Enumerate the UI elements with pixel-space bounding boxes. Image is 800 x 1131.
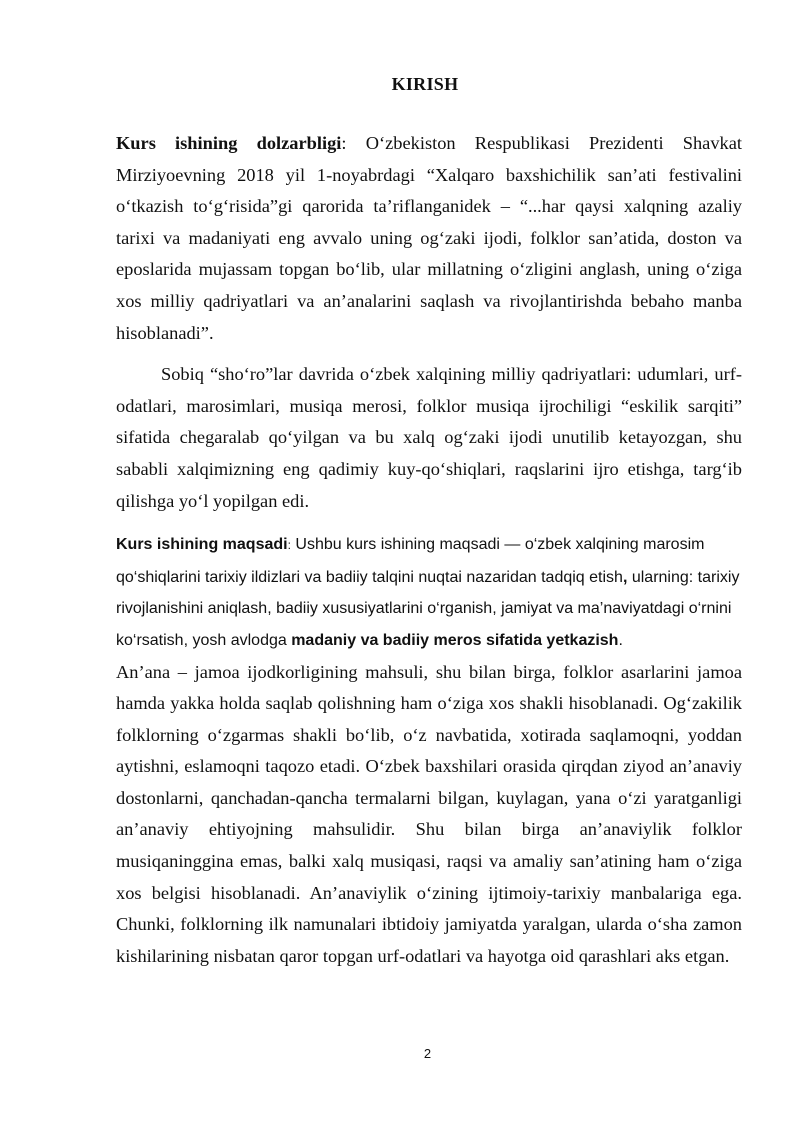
aim-bold-end: madaniy va badiiy meros sifatida yetkazish [291, 631, 619, 649]
page-number: 2 [423, 1046, 432, 1061]
aim-text-2: ularning: tarixiy rivojlanishini aniqlash, badiiy xususiyatlarini o‘rganish, jamiyat va ma’naviyatdagi o‘rnini ko‘rsatish, yosh avlodga [116, 568, 740, 649]
aim-text-1: Ushbu kurs ishining maqsadi — o‘zbek xalqining marosim qo‘shiqlarini tarixiy ildizlari va badiiy talqini nuqtai nazaridan tadqiq etish [116, 536, 705, 586]
aim-comma: , [622, 568, 628, 586]
paragraph-aim [116, 529, 742, 656]
paragraph-relevance [116, 128, 742, 349]
document-body [116, 128, 742, 972]
section-title: KIRISH [391, 74, 459, 94]
relevance-colon: : [341, 133, 347, 153]
aim-colon: : [287, 538, 291, 553]
relevance-text: O‘zbekiston Respublikasi Prezidenti Shavkat Mirziyoevning 2018 yil 1-noyabrdagi “Xalqaro baxshichilik san’ati festivalini o‘tkazish to‘g‘risida”gi qarorida ta’riflanganidek – “...har qaysi xalqning azaliy tarixi va madaniyati eng avvalo uning og‘zaki ijodi, folklor san’atida, doston va eposlarida mujassam topgan bo‘lib, ular millatning o‘zligini anglash, uning o‘ziga xos milliy qadriyatlari va an’analarini saqlash va rivojlantirishda bebaho manba hisoblanadi”. [116, 133, 742, 343]
aim-end: . [618, 631, 623, 649]
paragraph-soviet-era: Sobiq “sho‘ro”lar davrida o‘zbek xalqining milliy qadriyatlari: udumlari, urf-odatlari, marosimlari, musiqa merosi, folklor musiqa ijrochiligi “eskilik sarqiti” sifatida chegaralab qo‘yilgan va bu xalq og‘zaki ijodi unutilib ketayozgan, shu sababli xalqimizning eng qadimiy kuy-qo‘shiqlari, raqslarini ijro etishga, targ‘ib qilishga yo‘l yopilgan edi. [116, 364, 742, 511]
paragraph-tradition: An’ana – jamoa ijodkorligining mahsuli, shu bilan birga, folklor asarlarini jamoa hamda yakka holda saqlab qolishning ham o‘ziga xos shakli hisoblanadi. Og‘zakilik folklorning o‘zgarmas shakli bo‘lib, o‘z navbatida, xotirada saqlamoqni, yoddan aytishni, eslamoqni taqozo etadi. O‘zbek baxshilari orasida qirqdan ziyod an’anaviy dostonlarni, qanchadan-qancha termalarni bilgan, kuylagan, yana o‘zi yaratganligi an’anaviy ehtiyojning mahsulidir. Shu bilan birga an’anaviylik folklor musiqaninggina emas, balki xalq musiqasi, raqsi va amaliy san’atining ham o‘ziga xos belgisi hisoblanadi. An’anaviylik o‘zining ijtimoiy-tarixiy manbalariga ega. Chunki, folklorning ilk namunalari ibtidoiy jamiyatda yaralgan, ularda o‘sha zamon kishilarining nisbatan qaror topgan urf-odatlari va hayotga oid qarashlari aks etgan. [116, 661, 742, 966]
relevance-heading: Kurs ishining dolzarbligi [116, 133, 342, 153]
aim-heading: Kurs ishining maqsadi [116, 536, 288, 554]
